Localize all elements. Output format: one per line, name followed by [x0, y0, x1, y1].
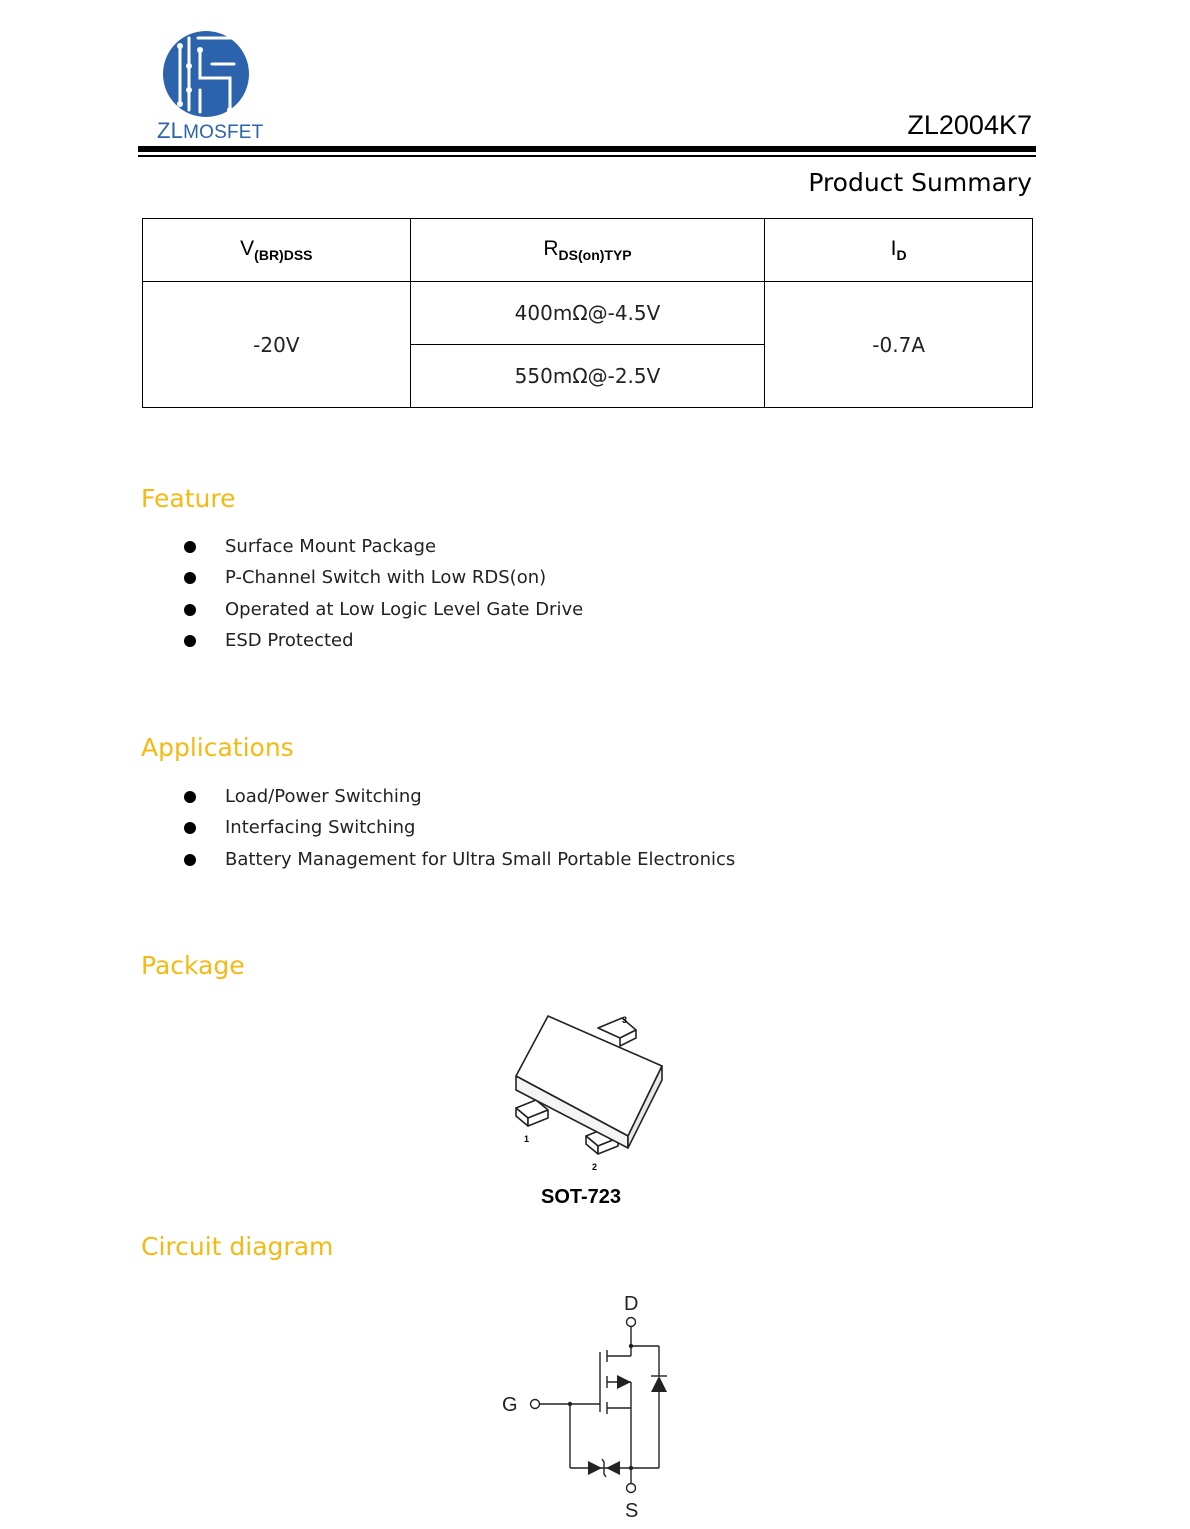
pin-2-label: 2: [592, 1162, 598, 1172]
pin-s-label: S: [625, 1500, 639, 1520]
header-rule-thick: [138, 146, 1036, 152]
product-summary-table: [142, 218, 1033, 408]
feature-title: Feature: [141, 484, 236, 513]
product-summary-title: Product Summary: [808, 168, 1032, 197]
p-channel-mosfet-circuit-icon: [496, 1288, 676, 1520]
sot723-package-icon: [508, 1008, 672, 1178]
list-item: P-Channel Switch with Low RDS(on): [184, 562, 583, 593]
list-item: Interfacing Switching: [184, 812, 735, 843]
pin-g-label: G: [502, 1394, 518, 1416]
header-vbrdss: $V_{(BR)DSS}$: [143, 219, 411, 282]
list-item: Operated at Low Logic Level Gate Drive: [184, 594, 583, 625]
value-rdson-2: 550mΩ@-2.5V: [410, 345, 765, 408]
bullet-icon: [184, 822, 196, 834]
bullet-icon: [184, 572, 196, 584]
bullet-icon: [184, 635, 196, 647]
list-item: Load/Power Switching: [184, 781, 735, 812]
bullet-icon: [184, 604, 196, 616]
applications-list: [184, 781, 735, 875]
bullet-icon: [184, 791, 196, 803]
applications-title: Applications: [141, 733, 294, 762]
value-rdson-1: 400mΩ@-4.5V: [410, 282, 765, 345]
bullet-icon: [184, 854, 196, 866]
bullet-icon: [184, 541, 196, 553]
pin-d-label: D: [624, 1293, 639, 1315]
value-id: -0.7A: [765, 282, 1033, 408]
header-id: $I_D$: [765, 219, 1033, 282]
header-rdson: $R_{DS(on)TYP}$: [410, 219, 765, 282]
feature-list: [184, 531, 583, 656]
logo-wordmark: ZLMOSFET: [157, 118, 264, 143]
header-rule-thin: [138, 155, 1036, 157]
package-label: SOT-723: [541, 1186, 622, 1208]
pin-1-label: 1: [524, 1134, 530, 1144]
value-vbrdss: -20V: [143, 282, 411, 408]
list-item: Battery Management for Ultra Small Portable Electronics: [184, 844, 735, 875]
pin-3-label: 3: [622, 1015, 628, 1025]
list-item: ESD Protected: [184, 625, 583, 656]
list-item: Surface Mount Package: [184, 531, 583, 562]
circuit-diagram-title: Circuit diagram: [141, 1232, 334, 1261]
part-number: ZL2004K7: [907, 110, 1032, 140]
package-title: Package: [141, 951, 245, 980]
